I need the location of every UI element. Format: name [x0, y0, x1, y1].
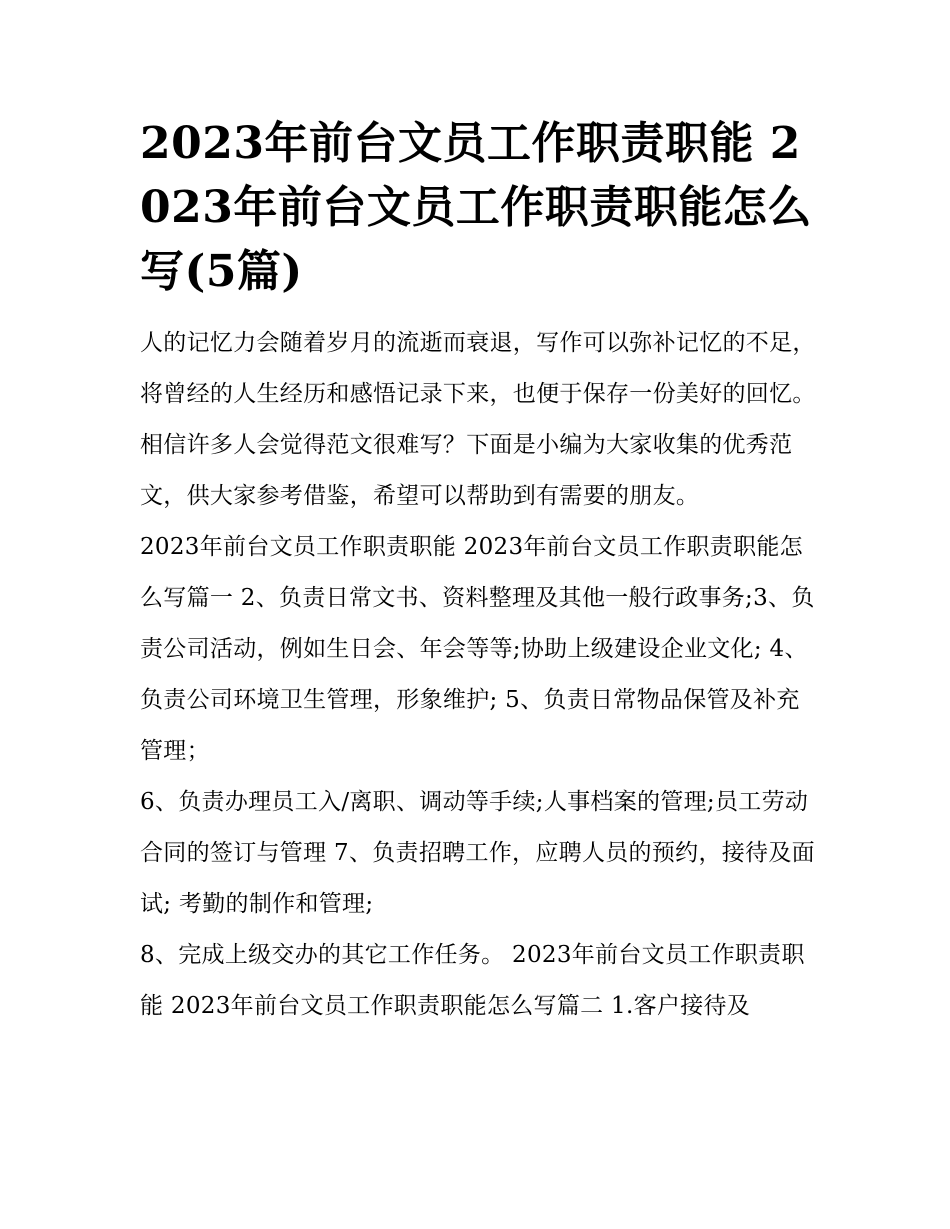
body-paragraph-3: 8、完成上级交办的其它工作任务。 2023年前台文员工作职责职能 2023年前台文员工作职责职能怎么写篇二 1.客户接待及: [140, 942, 805, 1019]
body-paragraph-1: 2023年前台文员工作职责职能 2023年前台文员工作职责职能怎么写篇一 2、负责日常文书、资料整理及其他一般行政事务;3、负责公司活动，例如生日会、年会等等;协助上级建设企业文化; 4、负责公司环境卫生管理，形象维护; 5、负责日常物品保管及补充管理；: [140, 534, 815, 764]
body-paragraph-2: 6、负责办理员工入/离职、调动等手续;人事档案的管理;员工劳动合同的签订与管理 7、负责招聘工作，应聘人员的预约，接待及面试; 考勤的制作和管理;: [140, 789, 815, 917]
intro-paragraph: 人的记忆力会随着岁月的流逝而衰退，写作可以弥补记忆的不足，将曾经的人生经历和感悟记录下来，也便于保存一份美好的回忆。相信许多人会觉得范文很难写？下面是小编为大家收集的优秀范文，供大家参考借鉴，希望可以帮助到有需要的朋友。: [140, 330, 816, 509]
document-page: [140, 112, 820, 1032]
document-title: 2023年前台文员工作职责职能 2023年前台文员工作职责职能怎么写(5篇): [140, 118, 812, 297]
